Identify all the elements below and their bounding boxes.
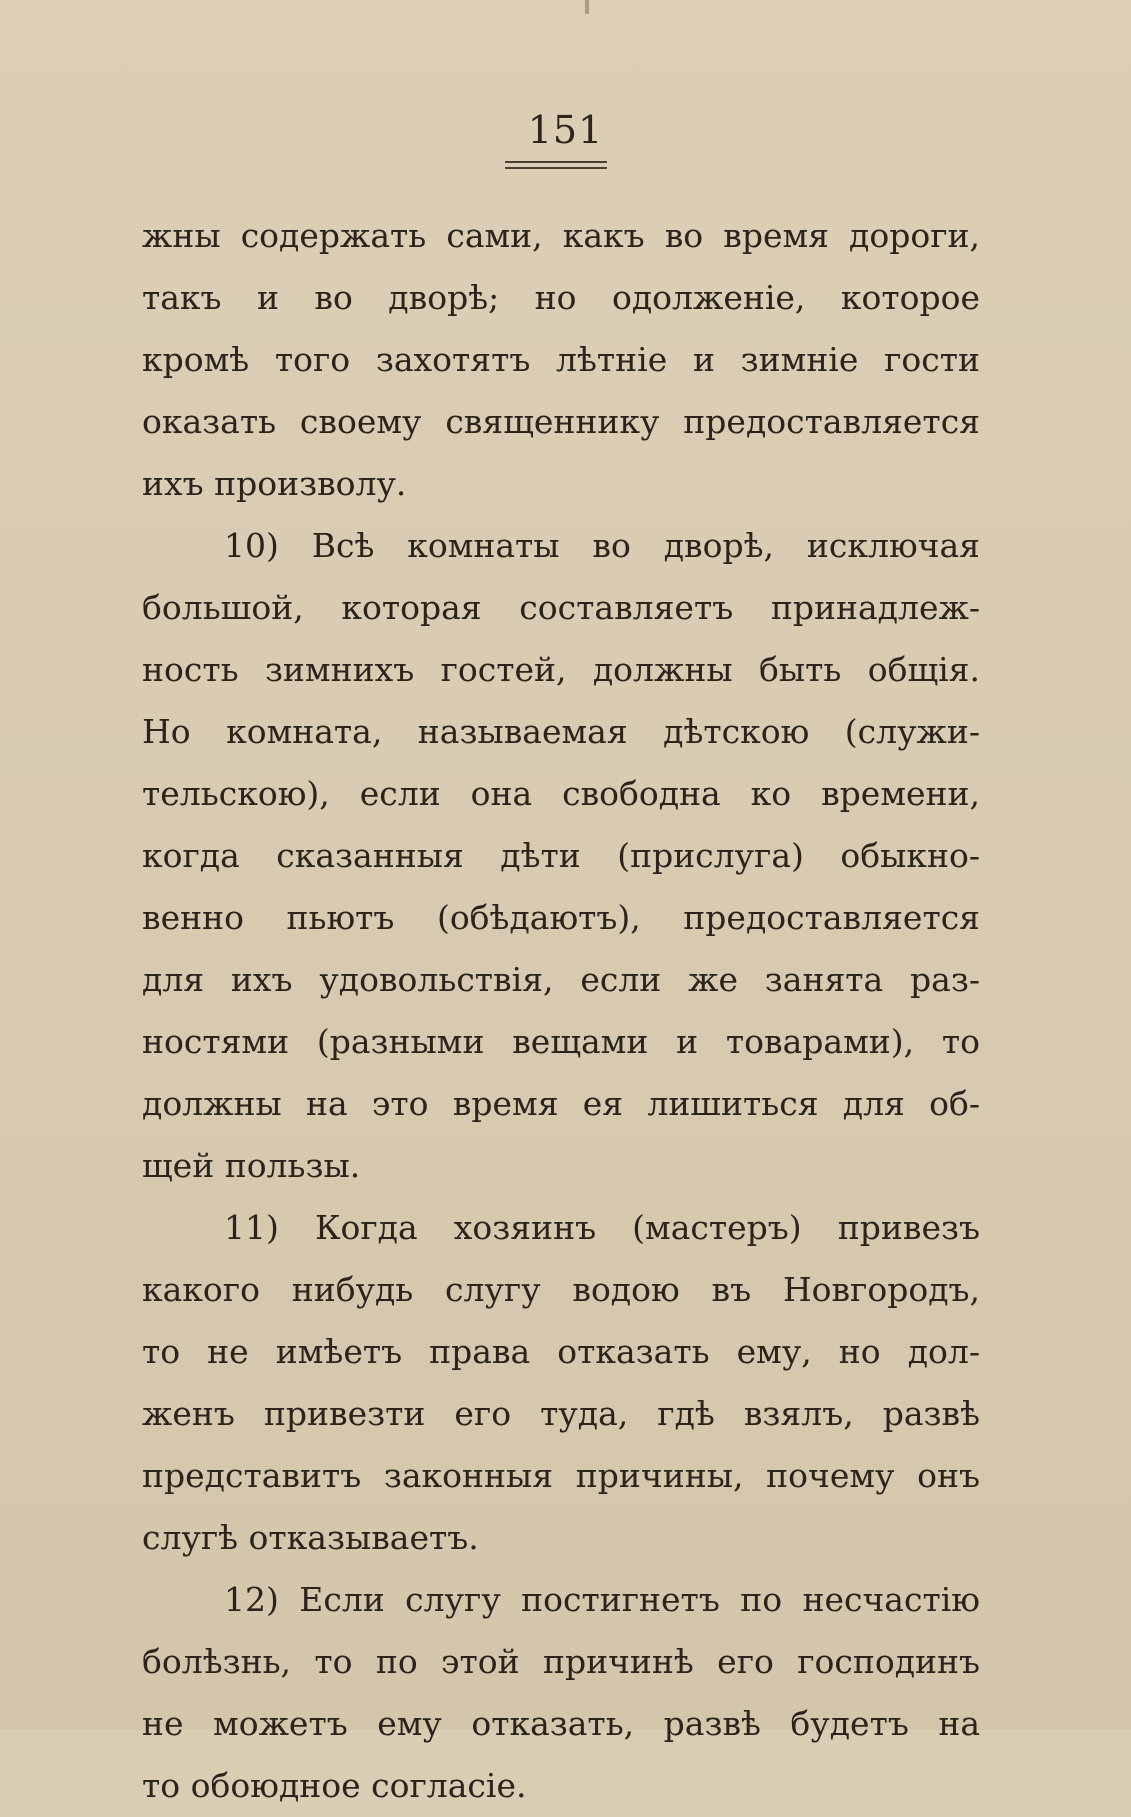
text-line: представитъ законныя причины, почему онъ bbox=[142, 1456, 980, 1495]
text-line: должны на это время ея лишиться для об- bbox=[142, 1084, 980, 1123]
text-line: жны содержать сами, какъ во время дороги, bbox=[142, 216, 980, 255]
paragraph-12 bbox=[142, 1569, 980, 1817]
text-line: женъ привезти его туда, гдѣ взялъ, развѣ bbox=[142, 1394, 980, 1433]
text-line: ность зимнихъ гостей, должны быть общія. bbox=[142, 650, 980, 689]
page-number: 151 bbox=[527, 108, 604, 152]
text-line: 11) Когда хозяинъ (мастеръ) привезъ bbox=[224, 1208, 980, 1247]
header-rule-top bbox=[505, 161, 607, 163]
text-line: когда сказанныя дѣти (прислуга) обыкно- bbox=[142, 836, 980, 875]
body-text bbox=[142, 205, 980, 1817]
text-line: какого нибудь слугу водою въ Новгородъ, bbox=[142, 1270, 980, 1309]
header-rule-bottom bbox=[505, 167, 607, 169]
text-line: для ихъ удовольствія, если же занята раз- bbox=[142, 960, 980, 999]
text-line: ихъ произволу. bbox=[142, 464, 407, 503]
text-line: Но комната, называемая дѣтскою (служи- bbox=[142, 712, 980, 751]
text-line: венно пьютъ (обѣдаютъ), предоставляется bbox=[142, 898, 980, 937]
text-line: щей пользы. bbox=[142, 1146, 361, 1185]
text-line: такъ и во дворѣ; но одолженіе, которое bbox=[142, 278, 980, 317]
text-line: 12) Если слугу постигнетъ по несчастію bbox=[224, 1580, 980, 1619]
text-line: 10) Всѣ комнаты во дворѣ, исключая bbox=[224, 526, 980, 565]
text-line: слугѣ отказываетъ. bbox=[142, 1518, 479, 1557]
text-line: кромѣ того захотятъ лѣтніе и зимніе гости bbox=[142, 340, 980, 379]
text-line: болѣзнь, то по этой причинѣ его господинъ bbox=[142, 1642, 980, 1681]
paragraph-11 bbox=[142, 1197, 980, 1569]
paragraph-10 bbox=[142, 515, 980, 1197]
text-line: ностями (разными вещами и товарами), то bbox=[142, 1022, 980, 1061]
text-line: тельскою), если она свободна ко времени, bbox=[142, 774, 980, 813]
text-line: не можетъ ему отказать, развѣ будетъ на bbox=[142, 1704, 980, 1743]
paragraph-continuation bbox=[142, 205, 980, 515]
text-line: оказать своему священнику предоставляется bbox=[142, 402, 980, 441]
text-line: большой, которая составляетъ принадлеж- bbox=[142, 588, 980, 627]
text-line: то обоюдное согласіе. bbox=[142, 1766, 527, 1805]
text-line: то не имѣетъ права отказать ему, но дол- bbox=[142, 1332, 980, 1371]
binding-mark bbox=[585, 0, 589, 14]
